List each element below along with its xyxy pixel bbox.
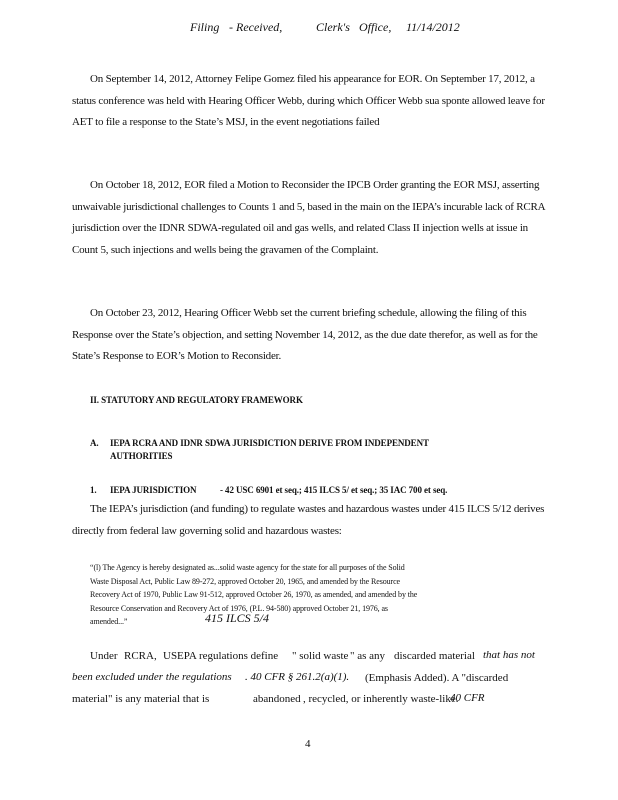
last-para-l1-c: USEPA regulations define (163, 650, 279, 662)
last-para-l3-b: " is any material that is (108, 693, 210, 705)
paragraph-4 (72, 499, 552, 542)
paragraph-2 (72, 175, 552, 261)
paragraph-2-text: On October 18, 2012, EOR filed a Motion to Reconsider the IPCB Order granting the EOR MSJ, asserting unwaivable jurisdictional challenges to Counts 1 and 5, based in the main on the IEPA’s incurable lack of RCRA jurisdiction over the IDNR SDWA-regulated oil and gas wells, and related Class II injection wells at issue in Count 5, such injections and wells being the gravamen of the Complaint. (72, 179, 545, 256)
section-heading-ii: II. STATUTORY AND REGULATORY FRAMEWORK (90, 395, 303, 405)
last-para-l1-e: " as any (350, 650, 386, 662)
paragraph-4-text: The IEPA’s jurisdiction (and funding) to regulate wastes and hazardous wastes under 415 ILCS 5/12 derives directly from federal law governing solid and hazardous wastes: (72, 503, 545, 537)
last-para-l1-d: " solid waste (292, 650, 349, 662)
last-para-l3-c: abandoned (253, 693, 301, 705)
last-para-l1-b: RCRA, (124, 650, 157, 662)
last-para-l1-a: Under (90, 650, 118, 662)
last-para-l1-g: that has not (483, 649, 535, 661)
header-clerks: Clerk's (316, 20, 350, 34)
header-date: 11/14/2012 (406, 20, 460, 34)
paragraph-3-text: On October 23, 2012, Hearing Officer Webb set the current briefing schedule, allowing the filing of this Response over the State’s objection, and setting November 14, 2012, as the due date therefor, as well as for the State’s Response to EOR’s Motion to Reconsider. (72, 307, 538, 362)
paragraph-1-text: On September 14, 2012, Attorney Felipe Gomez filed his appearance for EOR. On September 17, 2012, a status conference was held with Hearing Officer Webb, during which Officer Webb sua sponte allowed leave for AET to file a response to the State’s MSJ, in the event negotiations failed (72, 73, 545, 128)
page-number: 4 (305, 738, 311, 750)
block-quote-text: “(l) The Agency is hereby designated as...solid waste agency for the state for all purposes of the Solid Waste Disposal Act, Public Law 89-272, approved October 20, 1965, and amended by the Resource Recovery Act of 1970, Public Law 91-512, approved October 26, 1970, as amended, and amended by the Resource Conservation and Recovery Act of 1976, (P.L. 94-580) approved October 21, 1976, as amended...” (90, 563, 418, 627)
block-quote-citation: 415 ILCS 5/4 (205, 611, 270, 625)
section-a-title-line1: IEPA RCRA AND IDNR SDWA JURISDICTION DERIVE FROM INDEPENDENT (110, 438, 429, 448)
last-para-l2-a: been excluded under the regulations (72, 671, 232, 683)
last-para-l1-f: discarded material (394, 650, 475, 662)
last-para-l2-b: . 40 CFR § 261.2(a)(1). (245, 671, 350, 683)
section-a-title-line2: AUTHORITIES (110, 451, 173, 461)
section-1-title: IEPA JURISDICTION (110, 485, 197, 495)
header-filing: Filing (190, 20, 220, 34)
paragraph-1 (72, 69, 552, 134)
section-1-number: 1. (90, 485, 97, 495)
last-para-l2-c: (Emphasis Added). A "discarded (365, 672, 509, 684)
header-received: - Received, (229, 20, 283, 34)
paragraph-3 (72, 303, 552, 368)
last-para-l3-d: , recycled, or inherently waste-like. (303, 693, 459, 705)
last-para-l3-e: 40 CFR (450, 692, 485, 704)
last-para-l3-a: material (72, 693, 109, 705)
header-office: Office, (359, 20, 392, 34)
section-a-letter: A. (90, 438, 99, 448)
section-1-citation: - 42 USC 6901 et seq.; 415 ILCS 5/ et seq.; 35 IAC 700 et seq. (220, 485, 448, 495)
